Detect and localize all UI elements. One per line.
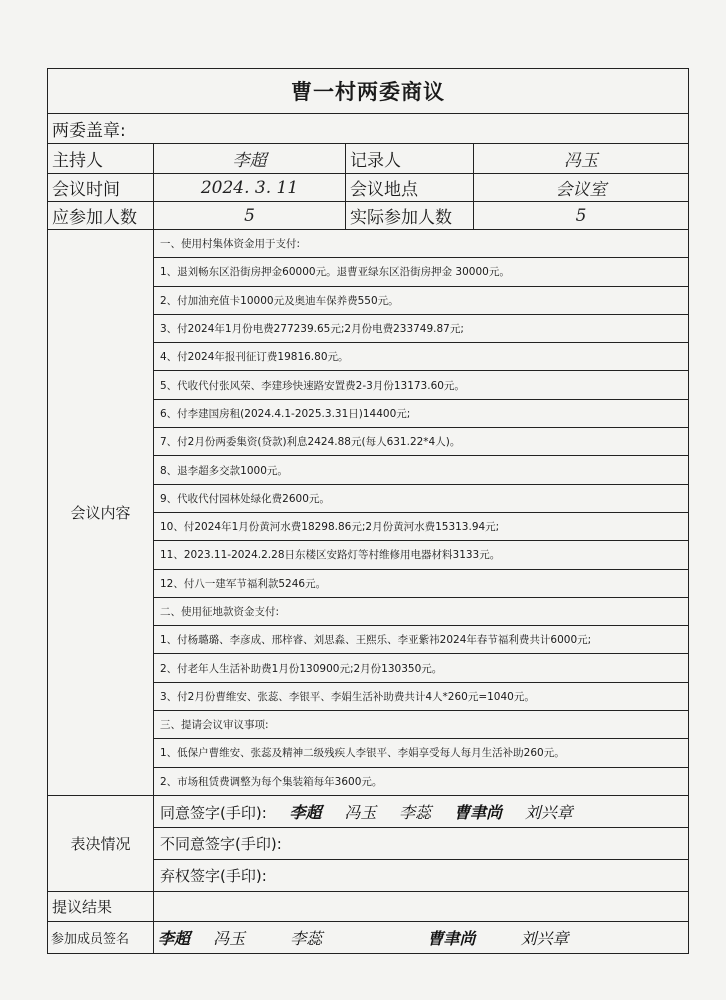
content-item: 2、付加油充值卡10000元及奥迪车保养费550元。 xyxy=(154,286,689,314)
abstain-label: 弃权签字(手印): xyxy=(160,866,267,885)
content-item: 12、付八一建军节福利款5246元。 xyxy=(154,569,689,597)
content-item: 8、退李超多交款1000元。 xyxy=(154,456,689,484)
content-item: 一、使用村集体资金用于支付: xyxy=(154,230,689,258)
agree-signature: 曹聿尚 xyxy=(453,802,502,822)
member-signature: 刘兴章 xyxy=(520,928,569,948)
agree-signature: 李超 xyxy=(289,802,322,822)
content-label: 会议内容 xyxy=(48,230,154,796)
content-item: 6、付李建国房租(2024.4.1-2025.3.31日)14400元; xyxy=(154,399,689,427)
place-value: 会议室 xyxy=(474,174,689,202)
host-signature: 李超 xyxy=(154,144,346,174)
seal-label: 两委盖章: xyxy=(48,114,689,144)
agree-signature: 刘兴章 xyxy=(524,802,573,822)
member-signature: 李蕊 xyxy=(290,928,323,948)
time-value: 2024. 3. 11 xyxy=(154,174,346,202)
time-label: 会议时间 xyxy=(48,174,154,202)
content-item: 4、付2024年报刊征订费19816.80元。 xyxy=(154,343,689,371)
agree-row xyxy=(154,795,689,827)
place-label: 会议地点 xyxy=(346,174,474,202)
content-item: 1、退刘畅东区沿街房押金60000元。退曹亚绿东区沿街房押金 30000元。 xyxy=(154,258,689,286)
content-item: 2、付老年人生活补助费1月份130900元;2月份130350元。 xyxy=(154,654,689,682)
members-label: 参加成员签名 xyxy=(48,921,154,953)
host-label: 主持人 xyxy=(48,144,154,174)
form-table xyxy=(47,68,689,954)
content-item: 9、代收代付园林处绿化费2600元。 xyxy=(154,484,689,512)
result-label: 提议结果 xyxy=(48,891,154,921)
content-item: 1、付杨璐璐、李彦成、邢梓睿、刘思淼、王熙乐、李亚紫祎2024年春节福利费共计6000元; xyxy=(154,626,689,654)
member-signature: 冯玉 xyxy=(213,928,246,948)
content-item: 3、付2024年1月份电费277239.65元;2月份电费233749.87元; xyxy=(154,314,689,342)
meeting-record-form xyxy=(47,68,688,954)
agree-signature: 冯玉 xyxy=(344,802,377,822)
content-item: 5、代收代付张风荣、李建珍快速路安置费2-3月份13173.60元。 xyxy=(154,371,689,399)
abstain-row xyxy=(154,859,689,891)
content-item: 2、市场租赁费调整为每个集装箱每年3600元。 xyxy=(154,767,689,795)
agree-label: 同意签字(手印): xyxy=(160,803,267,822)
disagree-label: 不同意签字(手印): xyxy=(160,834,282,853)
member-signature: 曹聿尚 xyxy=(427,928,476,948)
recorder-label: 记录人 xyxy=(346,144,474,174)
content-item: 10、付2024年1月份黄河水费18298.86元;2月份黄河水费15313.94元; xyxy=(154,512,689,540)
members-signatures xyxy=(154,921,689,953)
disagree-row xyxy=(154,827,689,859)
content-item: 三、提请会议审议事项: xyxy=(154,711,689,739)
agree-signature: 李蕊 xyxy=(399,802,432,822)
actual-label: 实际参加人数 xyxy=(346,202,474,230)
expected-value: 5 xyxy=(154,202,346,230)
content-item: 二、使用征地款资金支付: xyxy=(154,597,689,625)
form-title: 曹一村两委商议 xyxy=(48,69,689,114)
result-value xyxy=(154,891,689,921)
actual-value: 5 xyxy=(474,202,689,230)
content-item: 1、低保户曹维安、张蕊及精神二级残疾人李银平、李娟享受每人每月生活补助260元。 xyxy=(154,739,689,767)
vote-label: 表决情况 xyxy=(48,795,154,891)
expected-label: 应参加人数 xyxy=(48,202,154,230)
content-item: 3、付2月份曹维安、张蕊、李银平、李娟生活补助费共计4人*260元=1040元。 xyxy=(154,682,689,710)
member-signature: 李超 xyxy=(158,928,191,948)
content-item: 11、2023.11-2024.2.28日东楼区安路灯等村维修用电器材料3133元。 xyxy=(154,541,689,569)
content-item: 7、付2月份两委集资(贷款)利息2424.88元(每人631.22*4人)。 xyxy=(154,428,689,456)
recorder-signature: 冯玉 xyxy=(474,144,689,174)
